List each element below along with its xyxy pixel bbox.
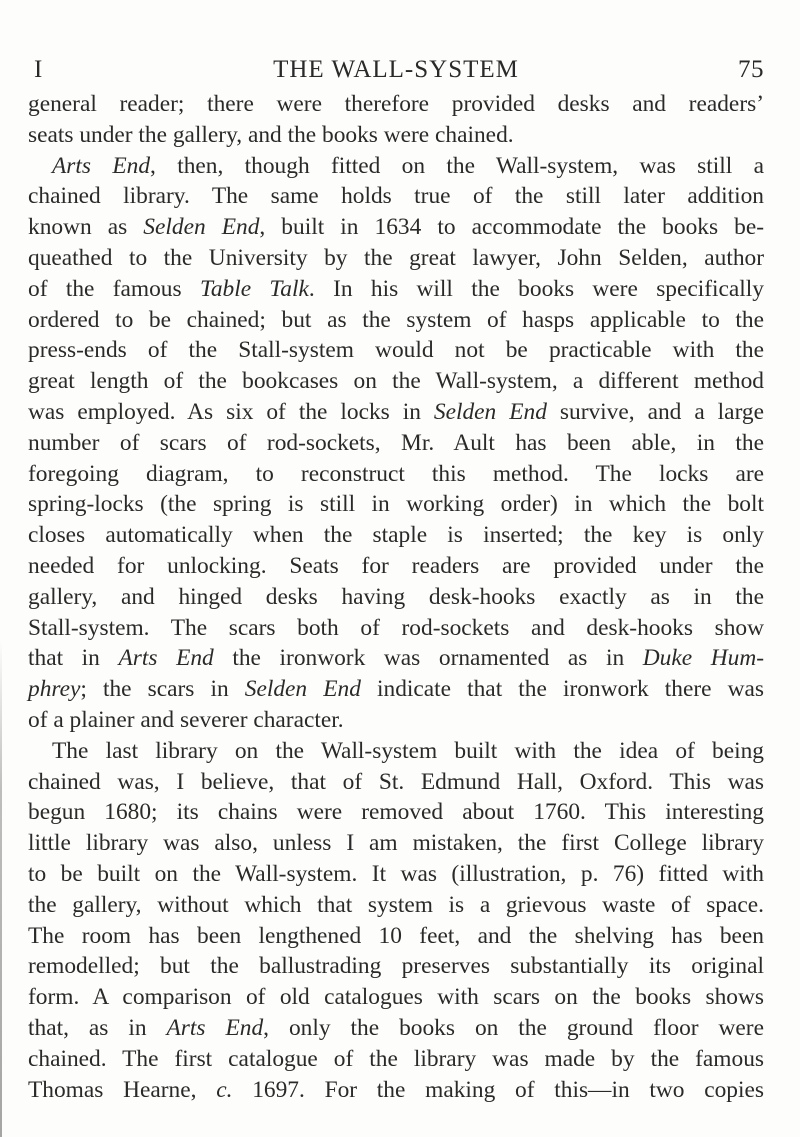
running-header <box>28 56 764 88</box>
page-edge-shadow <box>0 640 2 1137</box>
italic-text: Arts End <box>52 152 151 179</box>
text-run: general reader; there were therefore provided desks and readers’ <box>28 91 764 117</box>
italic-text: Selden End <box>244 676 361 703</box>
text-line <box>28 212 764 243</box>
text-line <box>28 582 764 613</box>
text-run: of the famous <box>28 275 200 302</box>
text-line <box>28 859 764 890</box>
italic-text: Table Talk <box>199 275 309 302</box>
text-run: , built in 1634 to accommodate the books be- <box>259 214 764 241</box>
text-run: chained. The first catalogue of the library was made by the famous <box>28 1045 764 1072</box>
text-line <box>28 397 764 428</box>
text-run: number of scars of rod-sockets, Mr. Ault has been able, in the <box>28 429 764 456</box>
text-line <box>28 243 764 274</box>
text-line <box>28 551 764 582</box>
italic-text: Arts End <box>166 1014 264 1041</box>
text-line <box>28 890 764 921</box>
text-line <box>28 151 764 182</box>
running-title: THE WALL-SYSTEM <box>273 56 519 83</box>
text-run: known as <box>28 214 144 241</box>
chapter-number: I <box>34 56 43 83</box>
text-line <box>28 767 764 798</box>
text-run: spring-locks (the spring is still in working order) in which the bolt <box>28 491 764 518</box>
text-line <box>28 366 764 397</box>
text-line <box>28 335 764 366</box>
text-line <box>28 1075 764 1106</box>
text-run: . In his will the books were specifically <box>308 275 764 302</box>
text-line <box>28 1044 764 1075</box>
text-run: to be built on the Wall-system. It was (illustration, p. 76) fitted with <box>28 860 764 887</box>
text-line <box>28 674 764 705</box>
text-line <box>28 459 764 490</box>
text-line <box>28 613 764 644</box>
text-run: that in <box>28 645 119 672</box>
text-run: , then, though fitted on the Wall-system, was still a <box>150 152 764 179</box>
text-run: queathed to the University by the great lawyer, John Selden, author <box>28 244 764 271</box>
text-line <box>28 705 764 736</box>
text-run: great length of the bookcases on the Wall-system, a different method <box>28 368 764 395</box>
text-run: foregoing diagram, to reconstruct this method. The locks are <box>28 460 764 487</box>
text-line <box>28 428 764 459</box>
text-run: the ironwork was ornamented as in <box>213 645 643 672</box>
text-line <box>28 1013 764 1044</box>
text-run: closes automatically when the staple is inserted; the key is only <box>28 522 764 549</box>
page-number: 75 <box>738 56 764 83</box>
text-run: , only the books on the ground floor were <box>263 1014 764 1041</box>
text-run: was employed. As six of the locks in <box>28 398 434 425</box>
text-line <box>28 797 764 828</box>
italic-text: Arts End <box>118 645 214 672</box>
text-run: indicate that the ironwork there was <box>360 676 764 703</box>
text-run: The room has been lengthened 10 feet, and the shelving has been <box>28 922 764 949</box>
italic-text: Selden End <box>143 214 260 241</box>
text-run: remodelled; but the ballustrading preserves substantially its original <box>28 953 764 980</box>
text-line <box>28 921 764 952</box>
text-line <box>28 736 764 767</box>
text-run: chained library. The same holds true of the still later addition <box>28 183 764 210</box>
italic-text: c. <box>216 1076 233 1103</box>
text-run: chained was, I believe, that of St. Edmund Hall, Oxford. This was <box>28 768 764 795</box>
text-line <box>28 982 764 1013</box>
text-line <box>28 489 764 520</box>
text-run: 1697. For the making of this—in two copies <box>232 1076 764 1103</box>
text-run: press-ends of the Stall-system would not be practicable with the <box>28 337 764 364</box>
text-run: little library was also, unless I am mistaken, the first College library <box>28 830 764 857</box>
text-run: needed for unlocking. Seats for readers are provided under the <box>28 552 764 579</box>
text-run: ordered to be chained; but as the system of hasps applicable to the <box>28 306 764 333</box>
text-run: the gallery, without which that system is a grievous waste of space. <box>28 891 764 918</box>
text-line <box>28 274 764 305</box>
text-run: of a plainer and severer character. <box>28 706 344 733</box>
body-text <box>28 89 764 1105</box>
text-line <box>28 643 764 674</box>
text-line <box>28 89 764 120</box>
text-run: form. A comparison of old catalogues with scars on the books shows <box>28 984 764 1011</box>
text-run: survive, and a large <box>546 398 765 425</box>
text-line <box>28 520 764 551</box>
italic-text: Selden End <box>433 398 547 425</box>
text-line <box>28 120 764 151</box>
text-line <box>28 828 764 859</box>
text-run: begun 1680; its chains were removed about 1760. This interesting <box>28 799 764 826</box>
text-run: that, as in <box>28 1014 167 1041</box>
text-line <box>28 305 764 336</box>
text-run: The last library on the Wall-system built with the idea of being <box>52 737 764 764</box>
italic-text: Duke Hum- <box>642 645 765 672</box>
text-run: seats under the gallery, and the books were chained. <box>28 121 514 148</box>
text-run: Thomas Hearne, <box>28 1076 217 1103</box>
text-run: gallery, and hinged desks having desk-hooks exactly as in the <box>28 583 764 610</box>
text-line <box>28 951 764 982</box>
italic-text: phrey <box>28 676 81 703</box>
text-run: Stall-system. The scars both of rod-sockets and desk-hooks show <box>28 614 764 641</box>
text-run: ; the scars in <box>80 676 245 703</box>
text-line <box>28 181 764 212</box>
